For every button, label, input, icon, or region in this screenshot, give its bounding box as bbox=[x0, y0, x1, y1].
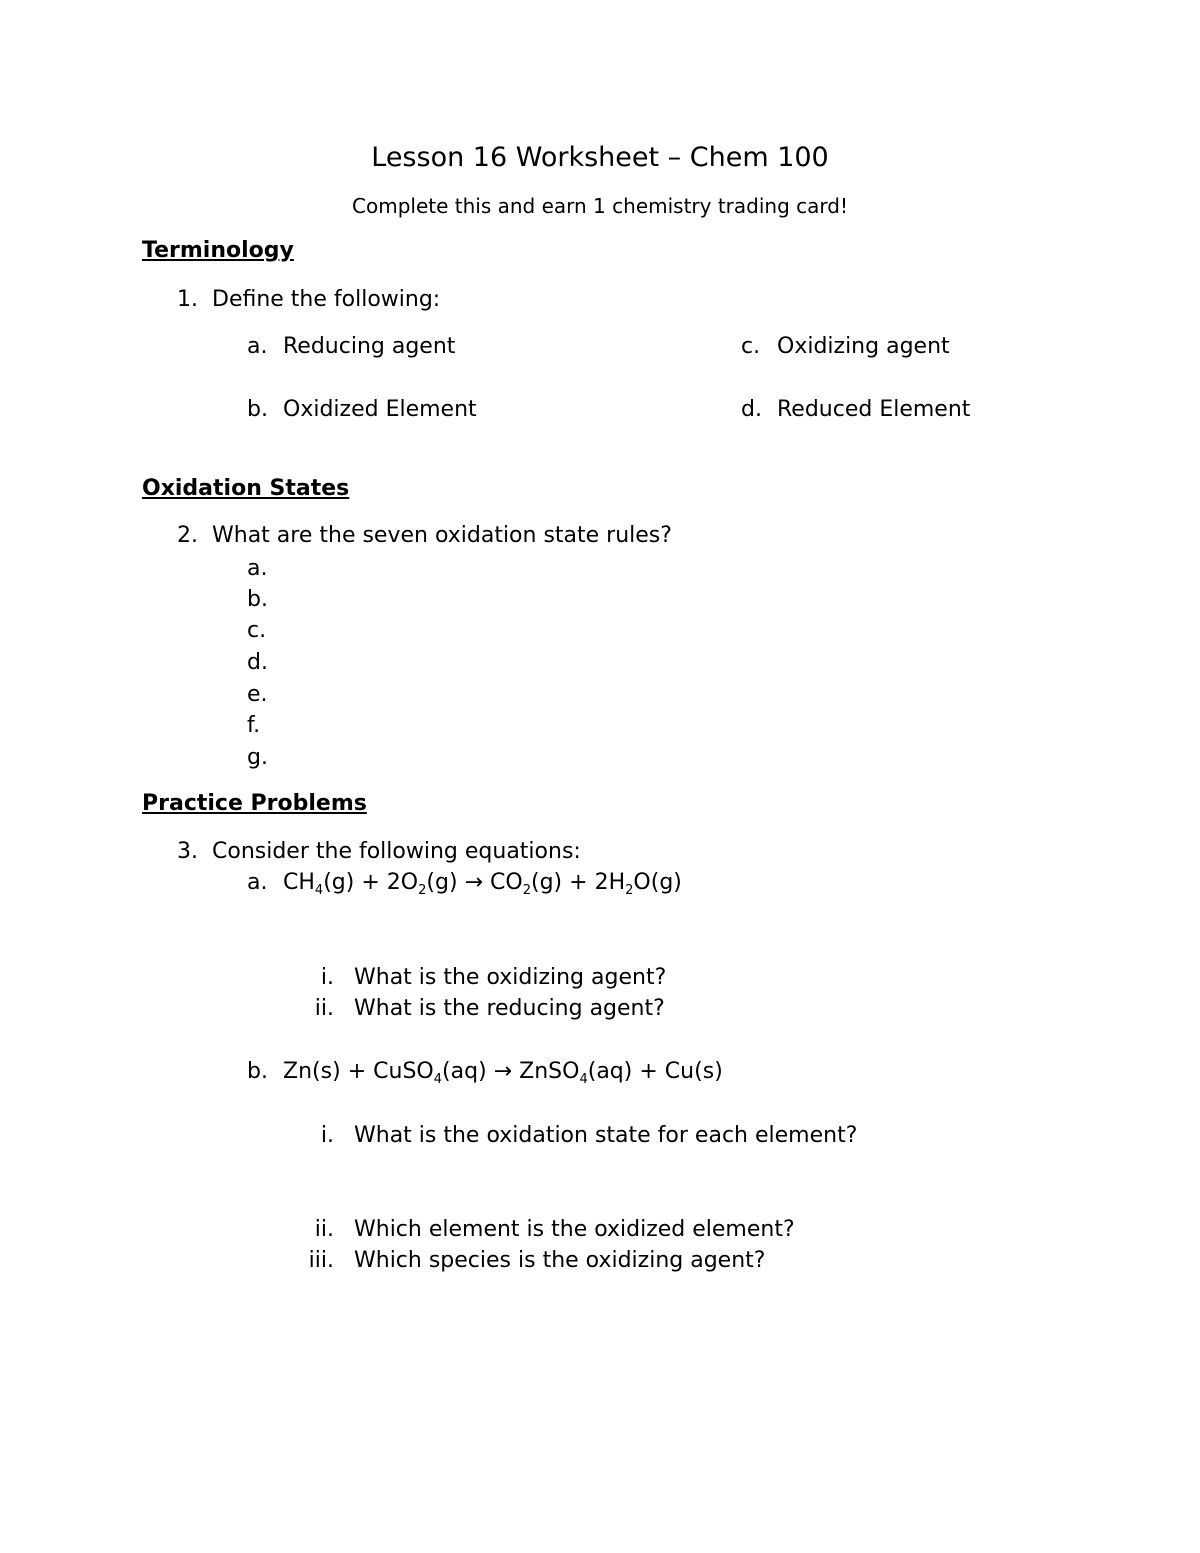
question-number: 1. bbox=[177, 287, 198, 312]
rule-letter: c. bbox=[247, 618, 267, 643]
subquestion-number: i. bbox=[320, 965, 334, 990]
subscript: 2 bbox=[625, 883, 634, 898]
question-number: 3. bbox=[177, 839, 198, 864]
term-text: Oxidizing agent bbox=[777, 334, 950, 359]
subscript: 2 bbox=[418, 883, 427, 898]
term-text: Reduced Element bbox=[777, 397, 971, 422]
term-text: Reducing agent bbox=[283, 334, 456, 359]
question-number: 2. bbox=[177, 523, 198, 548]
rule-letter: d. bbox=[247, 650, 268, 675]
question-text: What are the seven oxidation state rules? bbox=[212, 523, 672, 548]
section-heading-practice-problems: Practice Problems bbox=[142, 791, 367, 816]
subscript: 4 bbox=[579, 1072, 588, 1087]
equation-b: Zn(s) + CuSO$_4$(aq) → ZnSO$_4$(aq) + Cu(s) bbox=[283, 1059, 723, 1087]
subquestion-text: What is the oxidation state for each element? bbox=[354, 1123, 858, 1148]
subquestion-number: ii. bbox=[314, 1217, 334, 1242]
subscript: 2 bbox=[522, 883, 531, 898]
rule-letter: f. bbox=[247, 713, 261, 738]
rule-letter: e. bbox=[247, 682, 268, 707]
subquestion-text: What is the reducing agent? bbox=[354, 996, 665, 1021]
term-letter: d. bbox=[741, 397, 762, 422]
subquestion-text: What is the oxidizing agent? bbox=[354, 965, 667, 990]
subquestion-text: Which species is the oxidizing agent? bbox=[354, 1248, 766, 1273]
page-subtitle: Complete this and earn 1 chemistry trading card! bbox=[352, 194, 848, 218]
rule-letter: a. bbox=[247, 556, 268, 581]
equation-letter: b. bbox=[247, 1059, 268, 1084]
term-letter: c. bbox=[741, 334, 761, 359]
term-letter: a. bbox=[247, 334, 268, 359]
subscript: 4 bbox=[433, 1072, 443, 1087]
subquestion-number: ii. bbox=[314, 996, 334, 1021]
question-text: Consider the following equations: bbox=[212, 839, 581, 864]
equation-letter: a. bbox=[247, 870, 268, 895]
section-heading-oxidation-states: Oxidation States bbox=[142, 476, 350, 501]
rule-letter: b. bbox=[247, 587, 268, 612]
term-text: Oxidized Element bbox=[283, 397, 477, 422]
question-text: Define the following: bbox=[212, 287, 441, 312]
term-letter: b. bbox=[247, 397, 268, 422]
subscript: 4 bbox=[314, 883, 324, 898]
section-heading-terminology: Terminology bbox=[142, 238, 294, 263]
equation-a: $CH_4(g) + 2O_2(g) \to CO_2(g) + 2H_2O(g)$ bbox=[283, 870, 682, 898]
subquestion-number: iii. bbox=[308, 1248, 334, 1273]
subquestion-text: Which element is the oxidized element? bbox=[354, 1217, 795, 1242]
page-title: Lesson 16 Worksheet – Chem 100 bbox=[371, 142, 829, 173]
subquestion-number: i. bbox=[320, 1123, 334, 1148]
rule-letter: g. bbox=[247, 745, 268, 770]
